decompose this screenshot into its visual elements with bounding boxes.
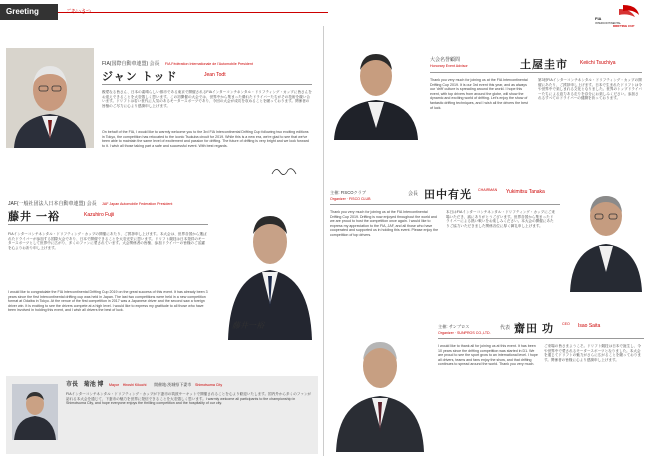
fujii-text-jp: FIAインターコンチネンタル・ドリフティング・カップの開催にあたり、ご挨拶申し上げます。本大会は、世界各国から選ばれたドライバーが参加する国際大会であり、日本で開催できることを大変光栄に思います。ドリフト競技は日本発祥のモータースポーツとして世界中に広がり、多くのファンに愛されています。大会関係者の皆様、参加ドライバーの皆様のご活躍を心よりお祈り申し上げます。	[8, 232, 207, 250]
tanaka-portrait	[566, 182, 646, 292]
todt-signature-icon	[270, 164, 300, 181]
tsuchiya-name-jp: 土屋圭市	[520, 59, 568, 71]
header-rule	[58, 12, 328, 13]
todt-name-jp: ジャン トッド	[102, 71, 178, 83]
todt-text-jp: 親愛なる皆さん、日本の素晴らしい都市である東京で開催されるFIAインターコンチネンタル・ドリフティング・カップに皆さんをお迎えできることを大変嬉しく思います。この初開催の大会では、世界中から集まった優れたドライバーたちがその技術を競い合います。ドリフトは若い世代に人気のあるモータースポーツであり、今回の大会が成功を収めることを願っております。関係者の皆様のご尽力に心より感謝申し上げます。	[102, 90, 312, 108]
tanaka-role-en: CHAIRMAN	[478, 188, 498, 192]
tanaka-name-jp: 田中有光	[424, 189, 472, 201]
mayor-text: FIAインターコンチネンタル・ドリフティング・カップが下妻市の筑波サーキットで開催されることを心より歓迎いたします。国内外から多くのファンが訪れる本大会を通じて、下妻市の魅力を世界に発信できることを大変嬉しく思います。I warmly welcome all participants to the championship in Shimotsuma City, and hope everyone enjoys the thrilling competition and the hospitality of our city.	[66, 392, 312, 406]
logo-line-3: DRIFTING CUP	[613, 24, 635, 28]
fujii-org-en: JAF Japan Automobile Federation President	[102, 202, 173, 206]
fia-drifting-cup-logo	[593, 3, 641, 29]
tsuchiya-org-label: 大会名誉顧問	[430, 57, 461, 63]
tanaka-text-jp: 本日はFIAインターコンチネンタル・ドリフティング・カップにご来場いただき、誠にありがとうございます。世界各国から集まったドライバーによる熱い戦いをお楽しみください。本大会の開催にあたりご協力いただきました関係各位に厚く御礼申し上げます。	[446, 210, 555, 228]
saita-text-en: I would like to thank all for joining us at this event. It has been 10 years since the drifting competition was started in D1. We are proud to see the sport grow to an international level. I hope all drivers, teams and fans enjoy the show, and that drifting continues to spread around the world. Thank you very much.	[438, 344, 538, 367]
todt-org-label: FIA(国際自動車連盟) 会長	[102, 61, 160, 67]
tanaka-org-en: Organizer · FISCO CLUB	[330, 197, 371, 201]
tsuchiya-text-en: Thank you very much for joining us at the FIA Intercontinental Drifting Cup 2019. It is our 3rd event this year, and as always our 'drift' culture is spreading around the world. I hope this event, with top drivers from around the globe, will show the dynamic and exciting world of drifting. Let's enjoy the show of fantastic drifting techniques, and I wish all the drivers the best of luck.	[430, 78, 528, 110]
fujii-rule	[8, 224, 208, 225]
tanaka-text-en: Thank you very much for joining us at the FIA Intercontinental Drifting Cup 2019. Drifting is now enjoyed throughout the world and we are proud to host the competition once again. I would like to express my appreciation to the FIA, JAF, and all those who have cooperated and supported us in holding this event. Please enjoy the competition of top drivers.	[330, 210, 439, 237]
fujii-org-label: JAF(一般社団法人日本自動車連盟) 会長	[8, 201, 97, 207]
mayor-venue-en: Shimotsuma City	[194, 383, 223, 387]
mayor-role-en: Mayor	[109, 383, 120, 387]
fujii-text-en: I would like to congratulate the FIA Intercontinental Drifting Cup 2019 on the great success of this event. It has already been 3 years since the first Intercontinental drifting cup was held in Japan. The last two competitions were held in a new competition format at Odaiba in Tokyo. At the venue of the first competition in 2017 was a Japanese driver and the second saw a foreign driver win. It is exciting to see the drivers compete at a high level. I would like to express my gratitude to all those who have been involved in holding this event, and I wish all drivers the best of luck.	[8, 290, 208, 313]
saita-portrait	[330, 326, 430, 452]
tsuchiya-rule	[430, 72, 642, 73]
page-header	[0, 0, 651, 26]
tanaka-name-en: Yukimitsu Tanaka	[506, 189, 545, 195]
tsuchiya-org-en: Honorary Event Advisor	[430, 64, 468, 68]
todt-org-en: FIA Fédération Internationale de l'Automobile President	[164, 62, 253, 66]
mayor-name-en: Hiroshi Kikuchi	[122, 383, 147, 387]
fujii-signature: 藤井一裕	[232, 321, 264, 330]
section-tab: Greeting	[0, 4, 58, 20]
todt-rule	[102, 84, 312, 85]
section-subtitle: ごあいさつ	[66, 9, 92, 15]
fujii-name-en: Kazuhiro Fujii	[84, 212, 115, 218]
saita-rule	[438, 338, 644, 339]
saita-name-jp: 齋田 功	[514, 323, 555, 335]
logo-line-1: FIA	[595, 16, 602, 21]
saita-role-en: CEO	[562, 322, 570, 326]
saita-org-label: 主催: サンプロス	[438, 324, 470, 329]
todt-portrait	[6, 48, 94, 148]
saita-org-en: Organizer · SUNPROS CO.,LTD.	[438, 331, 491, 335]
tsuchiya-name-en: Keiichi Tsuchiya	[580, 60, 616, 66]
fujii-name-jp: 藤井 一裕	[8, 211, 61, 223]
tanaka-org-label: 主催: FISCOクラブ	[330, 190, 367, 195]
column-divider	[323, 26, 324, 456]
saita-role: 代表	[500, 325, 511, 331]
mayor-name-jp: 菊池 博	[83, 382, 104, 388]
mayor-role: 市長	[66, 382, 79, 388]
fujii-portrait	[222, 200, 318, 340]
logo-line-2: INTERCONTINENTAL	[595, 22, 621, 25]
todt-name-en: Jean Todt	[204, 72, 226, 78]
saita-text-jp: ご来場の皆さまようこそ。ドリフト競技は日本で誕生し、今や世界中で愛されるモータースポーツとなりました。本大会を通じてドリフトの魅力がさらに広がることを願っております。関係者の皆様に心より感謝申し上げます。	[544, 344, 641, 362]
tanaka-rule	[330, 204, 560, 205]
tsuchiya-portrait	[330, 44, 422, 140]
mayor-portrait	[12, 384, 58, 440]
mayor-venue: 開催地:茨城県下妻市	[154, 382, 192, 387]
tanaka-role: 会長	[408, 191, 419, 197]
tsuchiya-text-jp: 第3回FIAインターコンチネンタル・ドリフティング・カップの開催にあたり、ご挨拶申し上げます。日本で生まれたドリフトは今や世界中で楽しまれる文化となりました。世界のトップドライバーたちによる迫力ある走りを存分にお楽しみください。参加されるすべてのドライバーの健闘を祈っております。	[538, 78, 642, 101]
saita-name-en: Isao Saita	[578, 323, 601, 329]
todt-text-en: On behalf of the FIA, I would like to warmly welcome you to the 3rd FIA Intercontinental Drifting Cup following two exciting editions in Tokyo, the competition has relocated to the iconic Tsukuba circuit for 2019. While this is a new era, we're glad to see that we've been able to maintain the same level of excitement and passion for drifting. The future of drifting is very bright and we look forward to it. I wish all those taking part a safe and successful event. With best regards.	[102, 130, 309, 148]
